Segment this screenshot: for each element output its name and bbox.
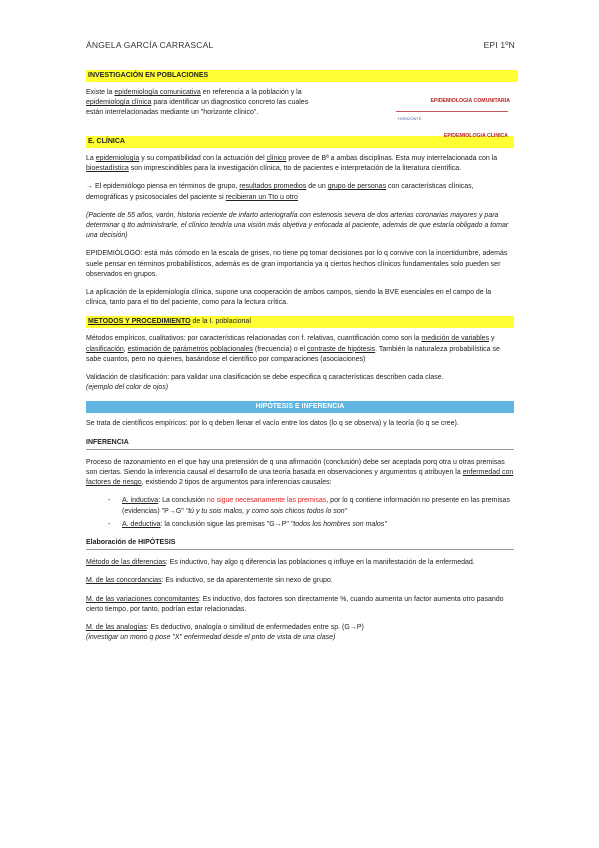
- list-item-deductiva: - A. deductiva: la conclusión sigue las premisas "G→P" "todos los hombres son malos": [122, 520, 514, 530]
- paragraph-validacion: Validación de clasificación: para validar una clasificación se debe especifica q características describen cada clase. (ejemplo del color de ojos): [86, 374, 444, 392]
- section-title-clinica: E. CLÍNICA: [86, 136, 514, 148]
- inference-types-list: [86, 496, 514, 530]
- diagram-label-horizonte: HORIZONTE: [398, 116, 422, 121]
- diagram-line: [396, 111, 508, 112]
- paragraph-clinica-2: → El epidemiólogo piensa en términos de grupo, resultados promedios de un grupo de personas con características clínicas, demográficas y psicosociales del paciente si recibieran un Tto u otro: [86, 183, 474, 201]
- author-name: ÁNGELA GARCÍA CARRASCAL: [86, 40, 214, 50]
- paragraph-clinica-1: La epidemiología y su compatibilidad con la actuación del clínico provee de Bª a ambas disciplinas. Esta muy interrelacionada con la bioestadística son imprescindibles para la investigación clínica, tto de pacientes e interpretación de la literatura científica.: [86, 155, 498, 173]
- subsection-title-inferencia: INFERENCIA: [86, 438, 514, 450]
- paragraph-clinica-example: (Paciente de 55 años, varón, historia reciente de infarto arteriografía con estenosis severa de dos arterias coronarias mayores y para determinar q tto administrarle, el clínico tendría una visión más objetiva y enfocada al paciente, además de que estaría obligado a tomar una decisión): [86, 211, 509, 240]
- paragraph-metodo-analogias: M. de las analogías: Es deductivo, analogía o similitud de enfermedades entre sp. (G→P) (investigar un mono q pose "X" enfermedad desde el pnto de vista de una clase): [86, 624, 364, 642]
- paragraph-metodo-concordancias: M. de las concordancias: Es inductivo, se da aparentemente sin nexo de grupo.: [86, 577, 333, 585]
- horizonte-clinico-diagram: [396, 88, 514, 139]
- paragraph-epidemiologo: EPIDEMIÓLOGO: está más cómodo en la escala de grises, no tiene pq tomar decisiones por lo q convive con la incertidumbre, además suele pensar en términos probabilísticos, además es de gran importancia ya q ciertos hechos clínicos fundamentales solo pueden ser observados en grupos.: [86, 250, 508, 278]
- subsection-title-elaboracion: Elaboración de HIPÓTESIS: [86, 538, 514, 550]
- paragraph-inferencia: Proceso de razonamiento en el que hay una pretensión de q una afirmación (conclusión) debe ser aceptada porq otra u otras premisas son ciertas. Siendo la inferencia causal el desarrollo de una teoría basada en observaciones y argumentos q atribuyen la enfermedad con factores de riesgo, existiendo 2 tipos de argumentos para inferencias causales:: [86, 458, 514, 487]
- paragraph-poblaciones: Existe la epidemiología comunicativa en referencia a la población y la epidemiología clínica para identificar un diagnostico concreto las cuales están interrelacionadas mediante un "horizonte clínico".: [86, 89, 309, 117]
- paragraph-hipotesis: Se trata de científicos empíricos: por lo q deben llenar el vacío entre los datos (lo q se observa) y la teoría (lo q se cree).: [86, 420, 459, 428]
- section-title-poblaciones: INVESTIGACIÓN EN POBLACIONES: [86, 70, 518, 82]
- course-code: EPI 1ºN: [483, 40, 515, 50]
- diagram-label-comunitaria: EPIDEMIOLOGIA COMUNITARIA: [430, 98, 510, 104]
- paragraph-aplicacion: La aplicación de la epidemiología clínica, supone una cooperación de ambos campos, siendo la BVE esenciales en el campo de la clínica, tanto para el tto del paciente, como para la lectura crítica.: [86, 289, 492, 307]
- page-header: [86, 40, 515, 50]
- list-item-inductiva: - A. inductiva: La conclusión no sigue necesariamente las premisas, por lo q contiene información no presente en las premisas (evidencias) "P→G" "tú y tu sois malos, y como sois chicos todos lo son": [122, 496, 514, 516]
- section-title-hipotesis: HIPÓTESIS E INFERENCIA: [86, 401, 514, 413]
- paragraph-metodos: Métodos empíricos, cualitativos: por características relacionadas con f. relativas, cuantificación como son la medición de variables y clasificación, estimación de parámetros poblacionales (frecuencia) o el contraste de hipótesis. También la naturaleza probabilística se sabe cuantos, pero no quienes, basándose el científico por comparaciones (asociaciones): [86, 335, 500, 363]
- section-title-metodos: METODOS Y PROCEDIMIENTO de la I. poblacional: [86, 316, 514, 328]
- document-body: [86, 70, 514, 652]
- diagram-label-clinica: EPIDEMIOLOGIA CLINICA: [443, 133, 508, 139]
- paragraph-metodo-diferencias: Método de las diferencias: Es inductivo, hay algo q diferencia las poblaciones q influye en la manifestación de la enfermedad.: [86, 559, 475, 567]
- section-poblaciones: [86, 70, 514, 139]
- paragraph-metodo-variaciones: M. de las variaciones concomitantes: Es inductivo, dos factores son directamente %, cuando aumenta un factor aumenta otro pasando cierto tiempo, por tanto, podrían estar relacionadas.: [86, 595, 504, 613]
